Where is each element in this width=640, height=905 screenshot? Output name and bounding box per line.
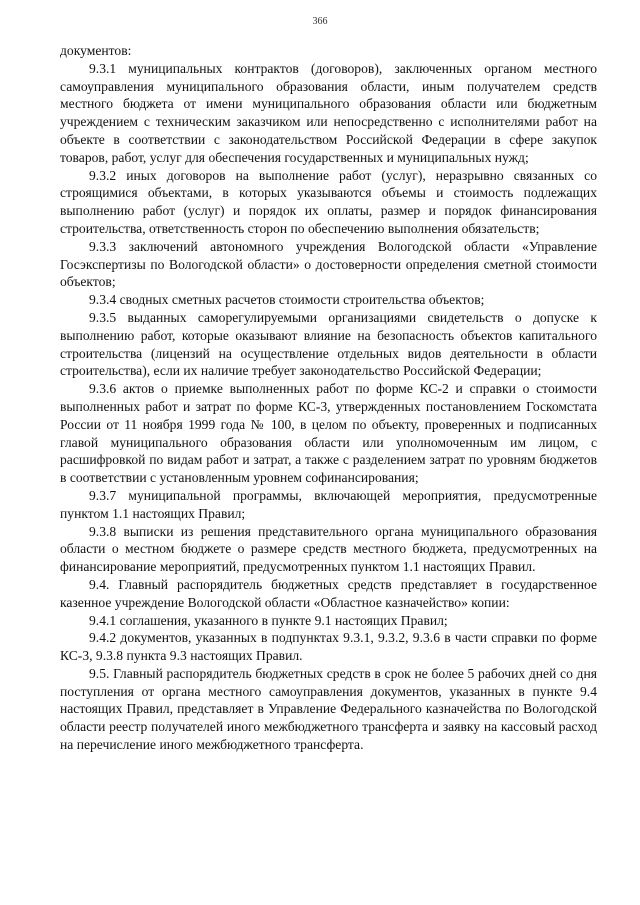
- paragraph-9-3-7: 9.3.7 муниципальной программы, включающей мероприятия, предусмотренные пунктом 1.1 настоящих Правил;: [60, 487, 597, 521]
- paragraph-9-3-3: 9.3.3 заключений автономного учреждения Вологодской области «Управление Госэкспертизы по Вологодской области» о достоверности определения сметной стоимости объектов;: [60, 238, 597, 290]
- paragraph-9-4-1: 9.4.1 соглашения, указанного в пункте 9.1 настоящих Правил;: [89, 612, 448, 628]
- paragraph-9-3-4: 9.3.4 сводных сметных расчетов стоимости строительства объектов;: [89, 292, 485, 308]
- paragraph-9-3-1: 9.3.1 муниципальных контрактов (договоров), заключенных органом местного самоуправления муниципального образования области, иным получателем средств местного бюджета от имени муниципального образования области или бюджетным учреждением с техническим заказчиком или непосредственно с исполнителями работ на объекте в соответствии с законодательством Российской Федерации в сфере закупок товаров, работ, услуг для обеспечения государственных и муниципальных нужд;: [60, 60, 597, 165]
- paragraph-9-3-2: 9.3.2 иных договоров на выполнение работ (услуг), неразрывно связанных со строящимися объектами, в которых указываются объемы и стоимость подлежащих выполнению работ (услуг) и порядок их оплаты, размер и порядок финансирования строительства, ответственность сторон по обеспечению выполнения обязательств;: [60, 167, 597, 236]
- paragraph-9-5: 9.5. Главный распорядитель бюджетных средств в срок не более 5 рабочих дней со дня поступления от органа местного самоуправления документов, указанных в пункте 9.4 настоящих Правил, представляет в Управление Федерального казначейства по Вологодской области реестр получателей иного межбюджетного трансферта и заявку на кассовый расход на перечисление иного межбюджетного трансферта.: [60, 665, 597, 753]
- page-number: 366: [312, 16, 328, 27]
- paragraph-9-4-2: 9.4.2 документов, указанных в подпунктах 9.3.1, 9.3.2, 9.3.6 в части справки по форме КС-3, 9.3.8 пункта 9.3 настоящих Правил.: [60, 630, 597, 664]
- paragraph-9-3-5: 9.3.5 выданных саморегулируемыми организациями свидетельств о допуске к выполнению работ, которые оказывают влияние на безопасность объектов капитального строительства (лицензий на осуществление отдельных видов деятельности в области строительства), если их наличие требует законодательство Российской Федерации;: [60, 309, 597, 379]
- paragraph-9-4: 9.4. Главный распорядитель бюджетных средств представляет в государственное казенное учреждение Вологодской области «Областное казначейство» копии:: [60, 576, 597, 610]
- paragraph-9-3-6: 9.3.6 актов о приемке выполненных работ по форме КС-2 и справки о стоимости выполненных работ и затрат по форме КС-3, утвержденных постановлением Госкомстата России от 11 ноября 1999 года № 100, в целом по объекту, проверенных и подписанных главой муниципального образования области или уполномоченным им лицом, с расшифровкой по видам работ и затрат, а также с разделением затрат по уровням бюджетов в соответствии с установленным уровнем софинансирования;: [60, 381, 597, 486]
- paragraph-continuation: документов:: [60, 43, 132, 58]
- document-body: [60, 42, 597, 754]
- paragraph-9-3-8: 9.3.8 выписки из решения представительного органа муниципального образования области о местном бюджете о размере средств местного бюджета, предусмотренных на финансирование мероприятий, предусмотренных пунктом 1.1 настоящих Правил.: [60, 523, 597, 575]
